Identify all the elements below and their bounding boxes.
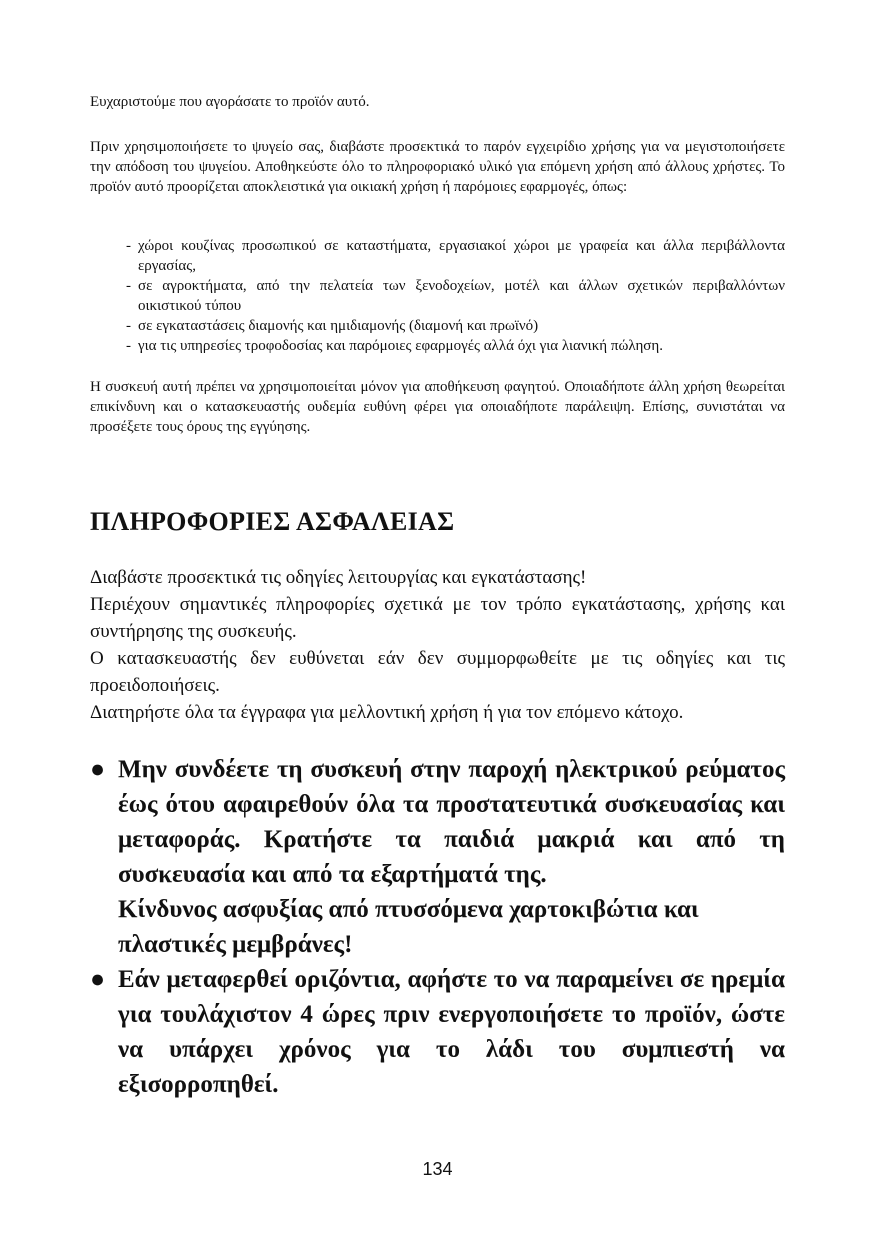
safety-line: Περιέχουν σημαντικές πληροφορίες σχετικά με τον τρόπο εγκατάστασης, χρήσης και συντήρησης της συσκευής.: [90, 594, 785, 642]
list-item-text: χώροι κουζίνας προσωπικού σε καταστήματα, εργασιακοί χώροι με γραφεία και άλλα περιβάλλοντα εργασίας,: [138, 238, 785, 274]
safety-intro: [90, 564, 785, 726]
dash-marker: -: [126, 278, 131, 294]
intro-paragraph: Πριν χρησιμοποιήσετε το ψυγείο σας, διαβάστε προσεκτικά το παρόν εγχειρίδιο χρήσης για να μεγιστοποιήσετε την απόδοση του ψυγείου. Αποθηκεύστε όλο το πληροφοριακό υλικό για επόμενη χρήση από άλλους χρήστες. Το προϊόν αυτό προορίζεται αποκλειστικά για οικιακή χρήση ή παρόμοιες εφαρμογές, όπως:: [90, 139, 785, 195]
list-item-text: για τις υπηρεσίες τροφοδοσίας και παρόμοιες εφαρμογές αλλά όχι για λιανική πώληση.: [138, 338, 663, 354]
list-item: [90, 236, 785, 276]
warning-text: Εάν μεταφερθεί οριζόντια, αφήστε το να παραμείνει σε ηρεμία για τουλάχιστον 4 ώρες πριν ενεργοποιήσετε το προϊόν, ώστε να υπάρχει χρόνος για το λάδι του συμπιεστή να εξισορροπηθεί.: [118, 966, 785, 1098]
safety-line: Ο κατασκευαστής δεν ευθύνεται εάν δεν συμμορφωθείτε με τις οδηγίες και τις προειδοποιήσεις.: [90, 648, 785, 696]
warning-subtext: Κίνδυνος ασφυξίας από πτυσσόμενα χαρτοκιβώτια και πλαστικές μεμβράνες!: [118, 896, 699, 958]
list-item-text: σε εγκαταστάσεις διαμονής και ημιδιαμονής (διαμονή και πρωϊνό): [138, 318, 539, 334]
warning-item: [90, 962, 785, 1102]
bullet-icon: ●: [90, 966, 106, 993]
list-item: [90, 316, 785, 336]
safety-line: Διατηρήστε όλα τα έγγραφα για μελλοντική χρήση ή για τον επόμενο κάτοχο.: [90, 702, 684, 723]
dash-marker: -: [126, 238, 131, 254]
warning-item: [90, 752, 785, 962]
dash-marker: -: [126, 318, 131, 334]
safety-line: Διαβάστε προσεκτικά τις οδηγίες λειτουργίας και εγκατάστασης!: [90, 567, 587, 588]
manual-page: [90, 0, 785, 1241]
list-item-text: σε αγροκτήματα, από την πελατεία των ξενοδοχείων, μοτέλ και άλλων σχετικών περιβαλλόντων οικιστικού τύπου: [138, 278, 785, 314]
thanks-text: Ευχαριστούμε που αγοράσατε το προϊόν αυτό.: [90, 94, 370, 110]
dash-marker: -: [126, 338, 131, 354]
list-item: [90, 276, 785, 316]
section-heading: ΠΛΗΡΟΦΟΡΙΕΣ ΑΣΦΑΛΕΙΑΣ: [90, 507, 455, 536]
list-item: [90, 336, 785, 356]
bullet-icon: ●: [90, 756, 106, 783]
page-number: 134: [422, 1159, 453, 1179]
usage-note: Η συσκευή αυτή πρέπει να χρησιμοποιείται μόνον για αποθήκευση φαγητού. Οποιαδήποτε άλλη χρήση θεωρείται επικίνδυνη και ο κατασκευαστής ουδεμία ευθύνη φέρει για οποιαδήποτε παράλειψη. Επίσης, συνιστάται να προσέξετε τους όρους της εγγύησης.: [90, 379, 785, 435]
uses-list: [90, 236, 785, 356]
warning-text: Μην συνδέετε τη συσκευή στην παροχή ηλεκτρικού ρεύματος έως ότου αφαιρεθούν όλα τα προστατευτικά συσκευασίας και μεταφοράς. Κρατήστε τα παιδιά μακριά και από τη συσκευασία και από τα εξαρτήματά της.: [118, 756, 785, 888]
warnings-list: [90, 752, 785, 1102]
